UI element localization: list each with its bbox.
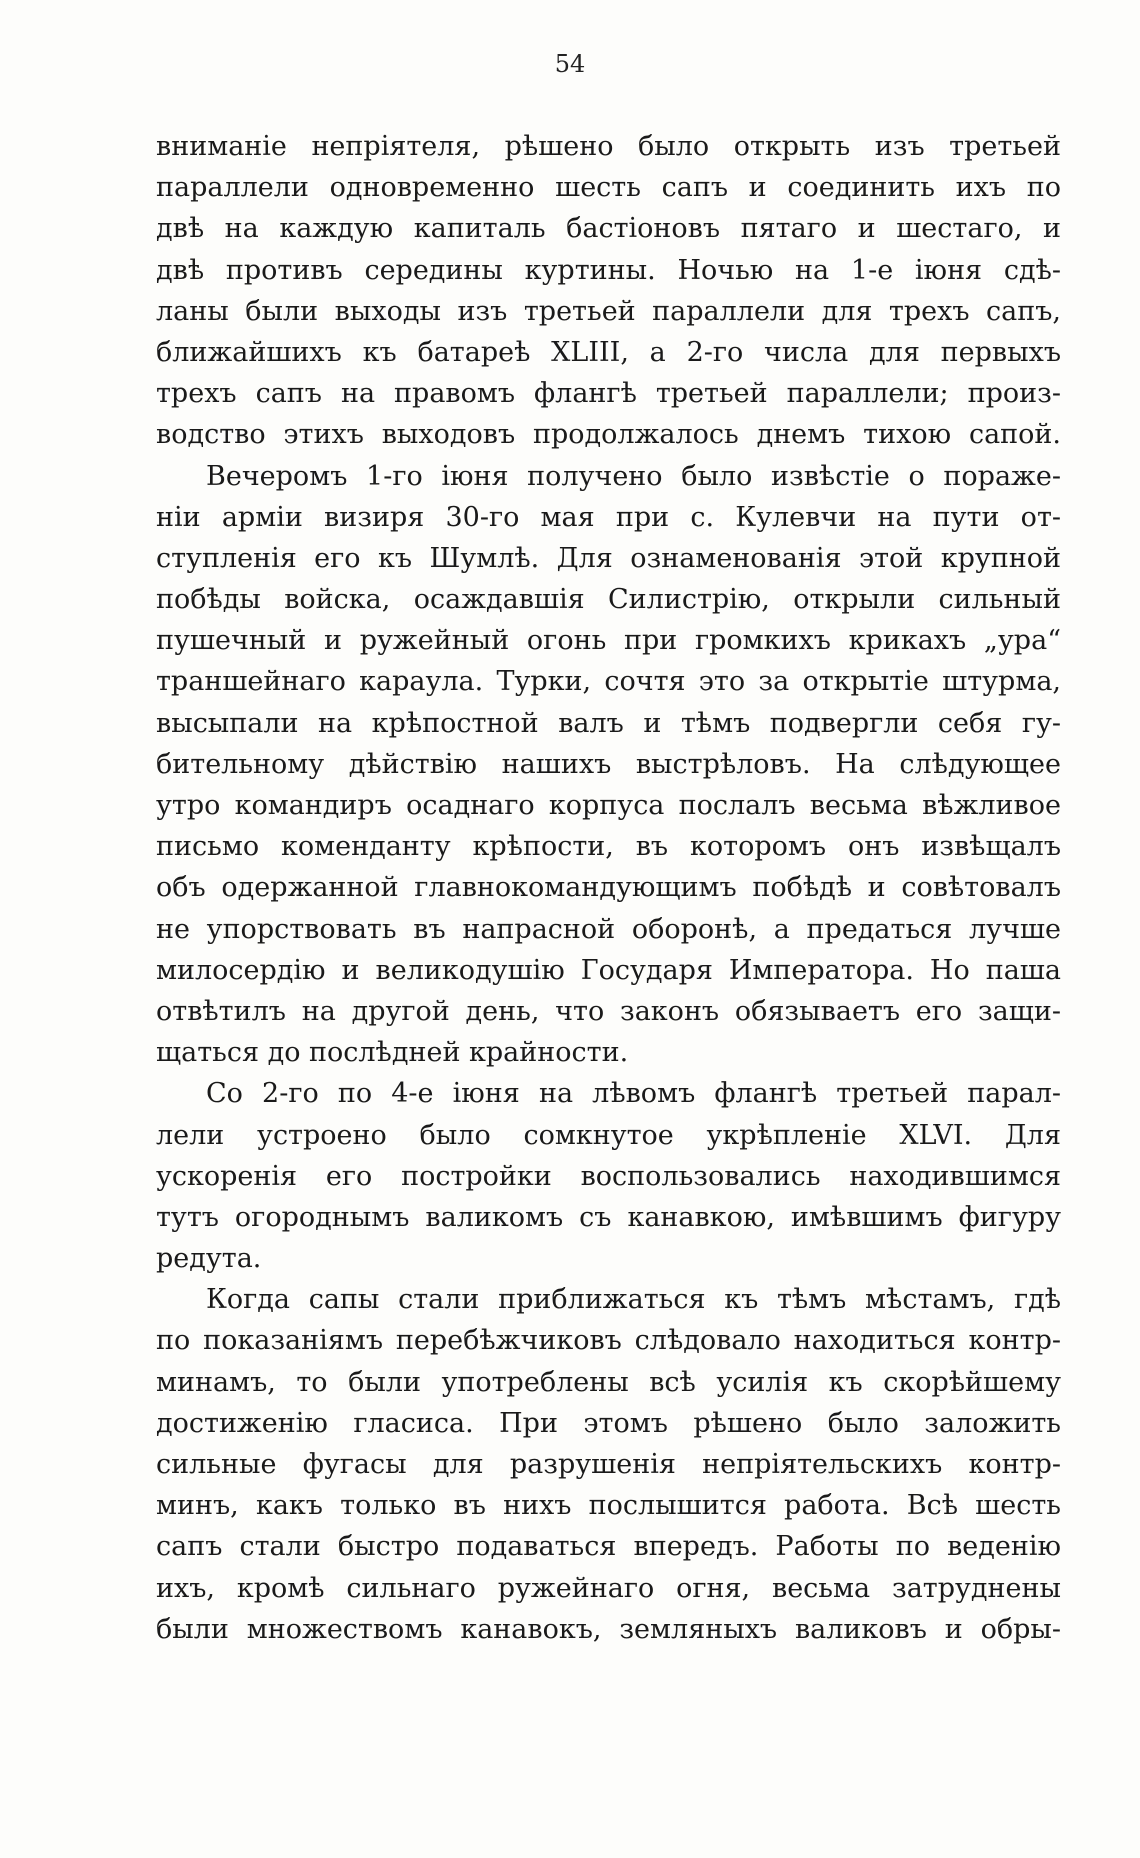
- text-line: не упорствовать въ напрасной оборонѣ, а предаться лучше: [156, 913, 1061, 945]
- text-line: тутъ огороднымъ валикомъ съ канавкою, имѣвшимъ фигуру: [156, 1201, 1061, 1233]
- text-line: побѣды войска, осаждавшія Силистрію, открыли сильный: [156, 584, 1061, 616]
- text-line: сапъ стали быстро подаваться впередъ. Работы по веденію: [156, 1531, 1061, 1563]
- body-text: [156, 126, 1061, 1650]
- text-line: пушечный и ружейный огонь при громкихъ крикахъ „ура“: [156, 625, 1061, 657]
- text-line: редута.: [156, 1243, 262, 1275]
- text-line: отвѣтилъ на другой день, что законъ обязываетъ его защи-: [156, 995, 1061, 1027]
- text-line: ланы были выходы изъ третьей параллели для трехъ сапъ,: [156, 295, 1061, 327]
- text-line: достиженію гласиса. При этомъ рѣшено было заложить: [156, 1407, 1061, 1439]
- text-line: параллели одновременно шесть сапъ и соединить ихъ по: [156, 172, 1061, 204]
- text-line: ускоренія его постройки воспользовались находившимся: [156, 1160, 1061, 1192]
- text-line: бительному дѣйствію нашихъ выстрѣловъ. На слѣдующее: [156, 748, 1061, 780]
- text-line: трехъ сапъ на правомъ флангѣ третьей параллели; произ-: [156, 378, 1061, 410]
- text-line: лели устроено было сомкнутое укрѣпленіе XLVI. Для: [156, 1119, 1061, 1151]
- text-line: были множествомъ канавокъ, земляныхъ валиковъ и обры-: [156, 1613, 1061, 1645]
- text-line: водство этихъ выходовъ продолжалось днемъ тихою сапой.: [156, 419, 1061, 451]
- text-line: ихъ, кромѣ сильнаго ружейнаго огня, весьма затруднены: [156, 1572, 1061, 1604]
- text-line: минъ, какъ только въ нихъ послышится работа. Всѣ шесть: [156, 1490, 1061, 1522]
- text-line: объ одержанной главнокомандующимъ побѣдѣ и совѣтовалъ: [156, 872, 1061, 904]
- text-line: милосердію и великодушію Государя Императора. Но паша: [156, 954, 1061, 986]
- text-line: траншейнаго караула. Турки, сочтя это за открытіе штурма,: [156, 666, 1061, 698]
- text-line: ступленія его къ Шумлѣ. Для ознаменованія этой крупной: [156, 542, 1061, 574]
- text-line: письмо коменданту крѣпости, въ которомъ онъ извѣщалъ: [156, 831, 1061, 863]
- text-line: Вечеромъ 1-го іюня получено было извѣстіе о пораже-: [206, 460, 1061, 492]
- text-line: вниманіе непріятеля, рѣшено было открыть изъ третьей: [156, 131, 1061, 162]
- text-line: двѣ противъ середины куртины. Ночью на 1-е іюня сдѣ-: [156, 254, 1061, 286]
- text-line: минамъ, то были употреблены всѣ усилія къ скорѣйшему: [156, 1366, 1061, 1398]
- text-line: щаться до послѣдней крайности.: [156, 1037, 629, 1069]
- text-line: по показаніямъ перебѣжчиковъ слѣдовало находиться контр-: [156, 1325, 1061, 1357]
- page-number: 54: [554, 50, 586, 78]
- text-line: Когда сапы стали приближаться къ тѣмъ мѣстамъ, гдѣ: [206, 1284, 1061, 1316]
- text-line: сильные фугасы для разрушенія непріятельскихъ контр-: [156, 1449, 1061, 1480]
- text-line: двѣ на каждую капиталь бастіоновъ пятаго и шестаго, и: [156, 213, 1061, 245]
- text-line: высыпали на крѣпостной валъ и тѣмъ подвергли себя гу-: [156, 707, 1061, 739]
- text-line: ніи арміи визиря 30-го мая при с. Кулевчи на пути от-: [156, 501, 1061, 533]
- text-line: утро командиръ осаднаго корпуса послалъ весьма вѣжливое: [156, 790, 1061, 821]
- text-line: ближайшихъ къ батареѣ XLIII, а 2-го числа для первыхъ: [156, 336, 1061, 368]
- text-line: Со 2-го по 4-е іюня на лѣвомъ флангѣ третьей парал-: [206, 1078, 1061, 1110]
